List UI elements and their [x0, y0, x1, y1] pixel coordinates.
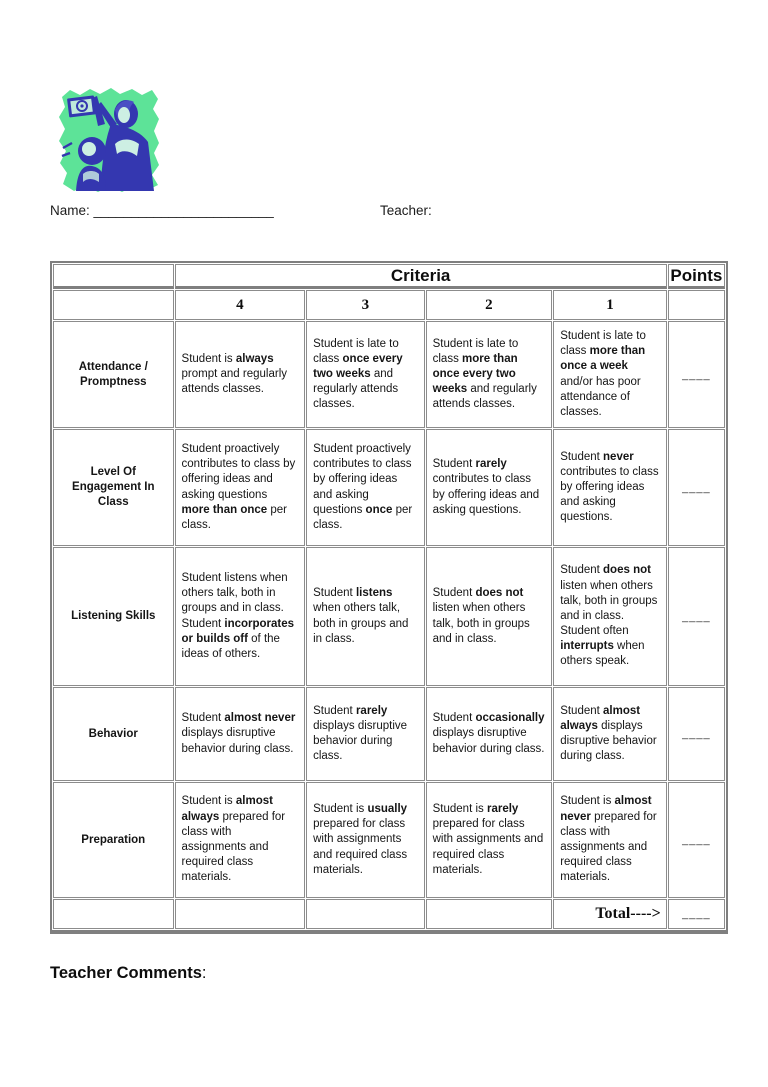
level-3-cell: Student is usually prepared for class with assignments and required class materials. [306, 782, 425, 898]
teacher-comments-label: Teacher Comments [50, 964, 202, 982]
criterion-label: Behavior [53, 687, 174, 781]
total-label: Total----> [553, 899, 667, 929]
score-4-header: 4 [175, 290, 306, 320]
criterion-label: Level Of Engagement In Class [53, 429, 174, 546]
rubric-row [53, 321, 725, 428]
level-1-cell: Student is late to class more than once a week and/or has poor attendance of classes. [553, 321, 667, 428]
points-header: Points [668, 264, 725, 289]
level-4-cell: Student is almost always prepared for class with assignments and required class materials. [175, 782, 306, 898]
empty-cell [668, 290, 725, 320]
rubric-row [53, 687, 725, 781]
level-3-cell: Student is late to class once every two weeks and regularly attends classes. [306, 321, 425, 428]
empty-cell [175, 899, 306, 929]
empty-cell [426, 899, 553, 929]
level-3-cell: Student proactively contributes to class by offering ideas and asking questions once per class. [306, 429, 425, 546]
level-2-cell: Student is rarely prepared for class with assignments and required class materials. [426, 782, 553, 898]
rubric-table [50, 261, 728, 934]
rubric-row [53, 429, 725, 546]
level-3-cell: Student listens when others talk, both in groups and in class. [306, 547, 425, 686]
level-2-cell: Student does not listen when others talk, both in groups and in class. [426, 547, 553, 686]
score-2-header: 2 [426, 290, 553, 320]
criterion-label: Listening Skills [53, 547, 174, 686]
empty-cell [306, 899, 425, 929]
total-row [53, 899, 725, 929]
teacher-student-clipart [55, 86, 162, 196]
level-2-cell: Student is late to class more than once every two weeks and regularly attends classes. [426, 321, 553, 428]
empty-corner-cell [53, 264, 174, 289]
score-scale-row [53, 290, 725, 320]
level-4-cell: Student listens when others talk, both in groups and in class. Student incorporates or builds off of the ideas of others. [175, 547, 306, 686]
level-1-cell: Student never contributes to class by offering ideas and asking questions. [553, 429, 667, 546]
level-1-cell: Student almost always displays disruptive behavior during class. [553, 687, 667, 781]
score-1-header: 1 [553, 290, 667, 320]
rubric-row [53, 547, 725, 686]
criteria-header-row [53, 264, 725, 289]
empty-cell [53, 899, 174, 929]
level-4-cell: Student proactively contributes to class by offering ideas and asking questions more than once per class. [175, 429, 306, 546]
level-1-cell: Student is almost never prepared for class with assignments and required class materials. [553, 782, 667, 898]
name-teacher-line [50, 203, 740, 218]
level-1-cell: Student does not listen when others talk, both in groups and in class. Student often interrupts when others speak. [553, 547, 667, 686]
level-4-cell: Student is always prompt and regularly attends classes. [175, 321, 306, 428]
rubric-row [53, 782, 725, 898]
empty-cell [53, 290, 174, 320]
level-4-cell: Student almost never displays disruptive behavior during class. [175, 687, 306, 781]
criterion-label: Attendance / Promptness [53, 321, 174, 428]
points-blank: ____ [668, 429, 725, 546]
clipart-graphic [55, 86, 162, 196]
points-blank: ____ [668, 321, 725, 428]
points-blank: ____ [668, 547, 725, 686]
name-blank-line: ________________________ [93, 203, 274, 218]
total-points-blank: ____ [668, 899, 725, 929]
points-blank: ____ [668, 687, 725, 781]
level-2-cell: Student occasionally displays disruptive behavior during class. [426, 687, 553, 781]
points-blank: ____ [668, 782, 725, 898]
criteria-header: Criteria [175, 264, 667, 289]
level-3-cell: Student rarely displays disruptive behavior during class. [306, 687, 425, 781]
level-2-cell: Student rarely contributes to class by offering ideas and asking questions. [426, 429, 553, 546]
criterion-label: Preparation [53, 782, 174, 898]
name-label: Name: [50, 203, 90, 218]
teacher-comments-line [50, 964, 207, 983]
teacher-comments-colon: : [201, 964, 207, 982]
teacher-label: Teacher: [380, 203, 432, 218]
score-3-header: 3 [306, 290, 425, 320]
